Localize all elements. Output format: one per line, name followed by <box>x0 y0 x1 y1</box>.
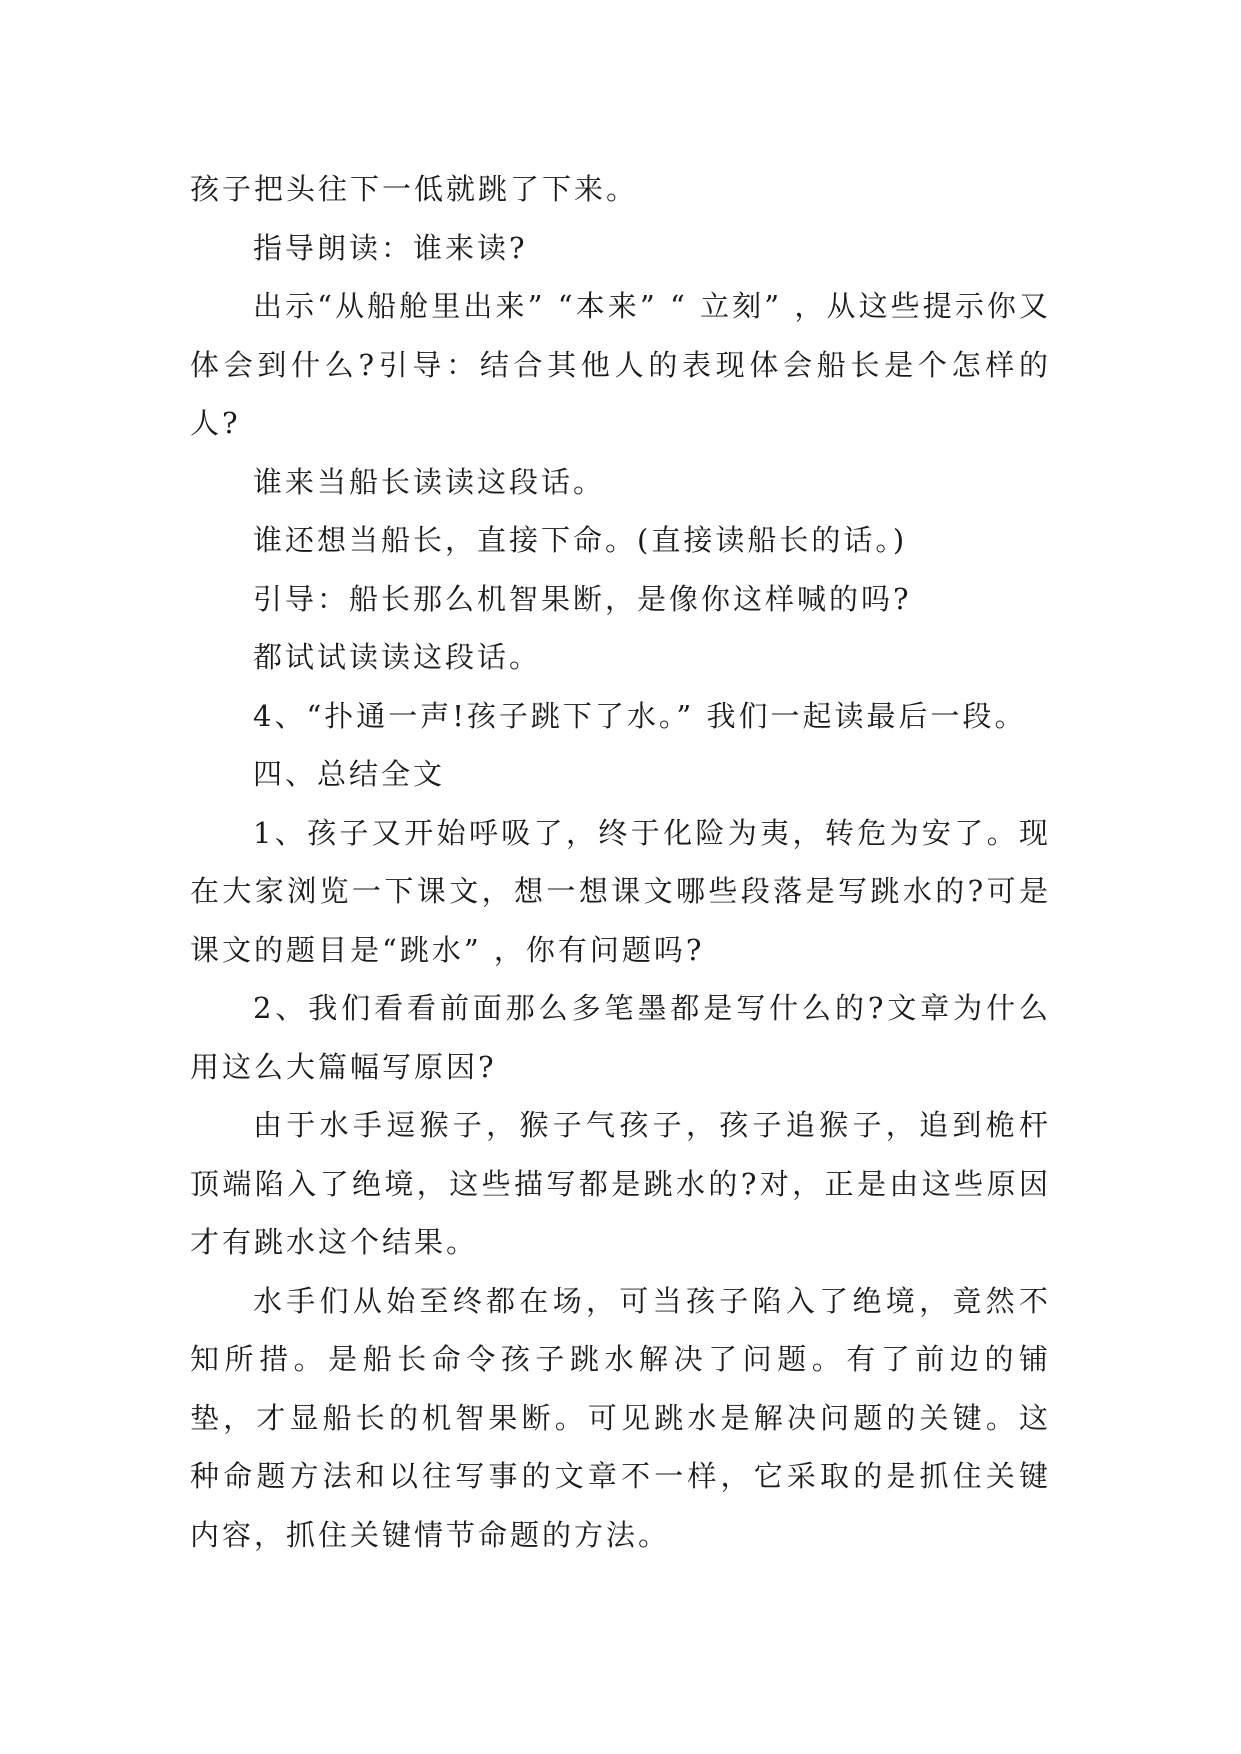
paragraph-2: 指导朗读：谁来读? <box>253 230 528 265</box>
section-heading: 四、总结全文 <box>253 757 446 791</box>
paragraph-7: 都试试读读这段话。 <box>253 640 542 674</box>
paragraph-8: 4、“扑通一声!孩子跳下了水。” 我们一起读最后一段。 <box>253 698 1027 733</box>
paragraph-6: 引导：船长那么机智果断，是像你这样喊的吗? <box>253 581 912 616</box>
paragraph-13: 水手们从始至终都在场，可当孩子陷入了绝境，竟然不知所措。是船长命令孩子跳水解决了问题。有了前边的铺垫，才显船长的机智果断。可见跳水是解决问题的关键。这种命题方法和以往写事的文章不一样，它采取的是抓住关键内容，抓住关键情节命题的方法。 <box>190 1283 1051 1552</box>
paragraph-11: 2、我们看看前面那么多笔墨都是写什么的?文章为什么用这么大篇幅写原因? <box>190 991 1051 1084</box>
paragraph-5: 谁还想当船长，直接下命。(直接读船长的话。) <box>253 523 908 557</box>
paragraph-4: 谁来当船长读读这段话。 <box>253 464 606 499</box>
paragraph-12: 由于水手逗猴子，猴子气孩子，孩子追猴子，追到桅杆顶端陷入了绝境，这些描写都是跳水的?对，正是由这些原因才有跳水这个结果。 <box>190 1108 1051 1259</box>
paragraph-1: 孩子把头往下一低就跳了下来。 <box>190 172 639 206</box>
paragraph-10: 1、孩子又开始呼吸了，终于化险为夷，转危为安了。现在大家浏览一下课文，想一想课文哪些段落是写跳水的?可是课文的题目是“跳水” ，你有问题吗? <box>190 815 1051 967</box>
paragraph-3: 出示“从船舱里出来” “本来” “ 立刻” ，从这些提示你又体会到什么?引导：结合其他人的表现体会船长是个怎样的人? <box>190 289 1051 440</box>
